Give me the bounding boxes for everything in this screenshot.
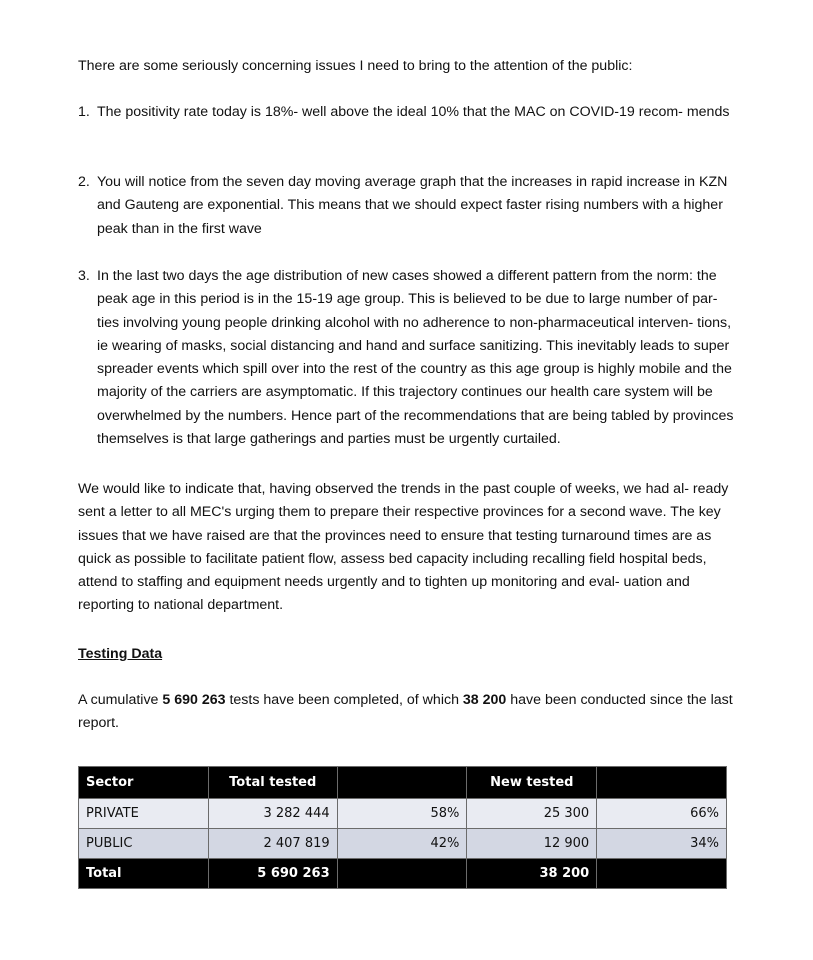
list-number: 2. bbox=[78, 174, 90, 190]
section-heading: Testing Data bbox=[78, 646, 163, 662]
summary-paragraph bbox=[78, 689, 738, 736]
list-item bbox=[78, 101, 738, 124]
header-new-percent bbox=[597, 767, 727, 799]
header-total-percent bbox=[337, 767, 467, 799]
testing-data-table bbox=[78, 766, 727, 889]
header-total-tested: Total tested bbox=[208, 767, 337, 799]
cell-total-percent: 42% bbox=[337, 829, 467, 859]
total-new-percent-empty bbox=[597, 859, 727, 889]
total-tests-value: 5 690 263 bbox=[162, 692, 226, 708]
cell-sector: PRIVATE bbox=[79, 799, 209, 829]
cell-new-percent: 66% bbox=[597, 799, 727, 829]
summary-middle: tests have been completed, of which bbox=[225, 692, 463, 708]
total-label: Total bbox=[79, 859, 209, 889]
list-item bbox=[78, 171, 738, 241]
table-row bbox=[79, 829, 727, 859]
list-text: In the last two days the age distribution of new cases showed a different pattern from the norm: the peak age in this period is in the 15-19 age group. This is believed to be due to large number of par- ties involving young people drinking alcohol with no adherence to non-pharmaceutical interven- tions, ie wearing of masks, social distancing and hand and surface sanitizing. This inevitably leads to super spreader events which spill over into the rest of the country as this age group is highly mobile and the majority of the carriers are asymptomatic. If this trajectory continues our health care system will be overwhelmed by the numbers. Hence part of the recommendations that are being tabled by provinces themselves is that large gatherings and parties must be urgently curtailed. bbox=[97, 268, 734, 448]
intro-paragraph: There are some seriously concerning issues I need to bring to the attention of the public: bbox=[78, 58, 633, 74]
cell-sector: PUBLIC bbox=[79, 829, 209, 859]
list-text: The positivity rate today is 18%- well above the ideal 10% that the MAC on COVID-19 recom- mends bbox=[97, 104, 730, 120]
total-new-tested-value: 38 200 bbox=[467, 859, 597, 889]
cell-new-tested: 25 300 bbox=[467, 799, 597, 829]
new-tests-value: 38 200 bbox=[462, 692, 507, 708]
cell-new-tested: 12 900 bbox=[467, 829, 597, 859]
cell-total-tested: 2 407 819 bbox=[208, 829, 337, 859]
list-number: 3. bbox=[78, 268, 90, 284]
summary-suffix: have been conducted since the last report. bbox=[78, 692, 733, 732]
summary-prefix: A cumulative bbox=[78, 692, 163, 708]
cell-new-percent: 34% bbox=[597, 829, 727, 859]
cell-total-tested: 3 282 444 bbox=[208, 799, 337, 829]
list-text: You will notice from the seven day moving average graph that the increases in rapid increase in KZN and Gauteng are exponential. This means that we should expect faster rising numbers with a higher peak than in the first wave bbox=[97, 174, 728, 237]
table-total-row bbox=[79, 859, 727, 889]
cell-total-percent: 58% bbox=[337, 799, 467, 829]
header-new-tested: New tested bbox=[467, 767, 597, 799]
table-row bbox=[79, 799, 727, 829]
body-paragraph: We would like to indicate that, having observed the trends in the past couple of weeks, we had al- ready sent a letter to all MEC's urging them to prepare their respective provinces for a second wave. The key issues that we have raised are that the provinces need to ensure that testing turnaround times are as quick as possible to facilitate patient flow, assess bed capacity including recalling field hospital beds, attend to staffing and equipment needs urgently and to tighten up monitoring and eval- uation and reporting to national department. bbox=[78, 481, 729, 614]
list-number: 1. bbox=[78, 104, 90, 120]
total-percent-empty bbox=[337, 859, 467, 889]
list-item bbox=[78, 265, 738, 451]
total-tested-value: 5 690 263 bbox=[208, 859, 337, 889]
table-header-row bbox=[79, 767, 727, 799]
header-sector: Sector bbox=[79, 767, 209, 799]
